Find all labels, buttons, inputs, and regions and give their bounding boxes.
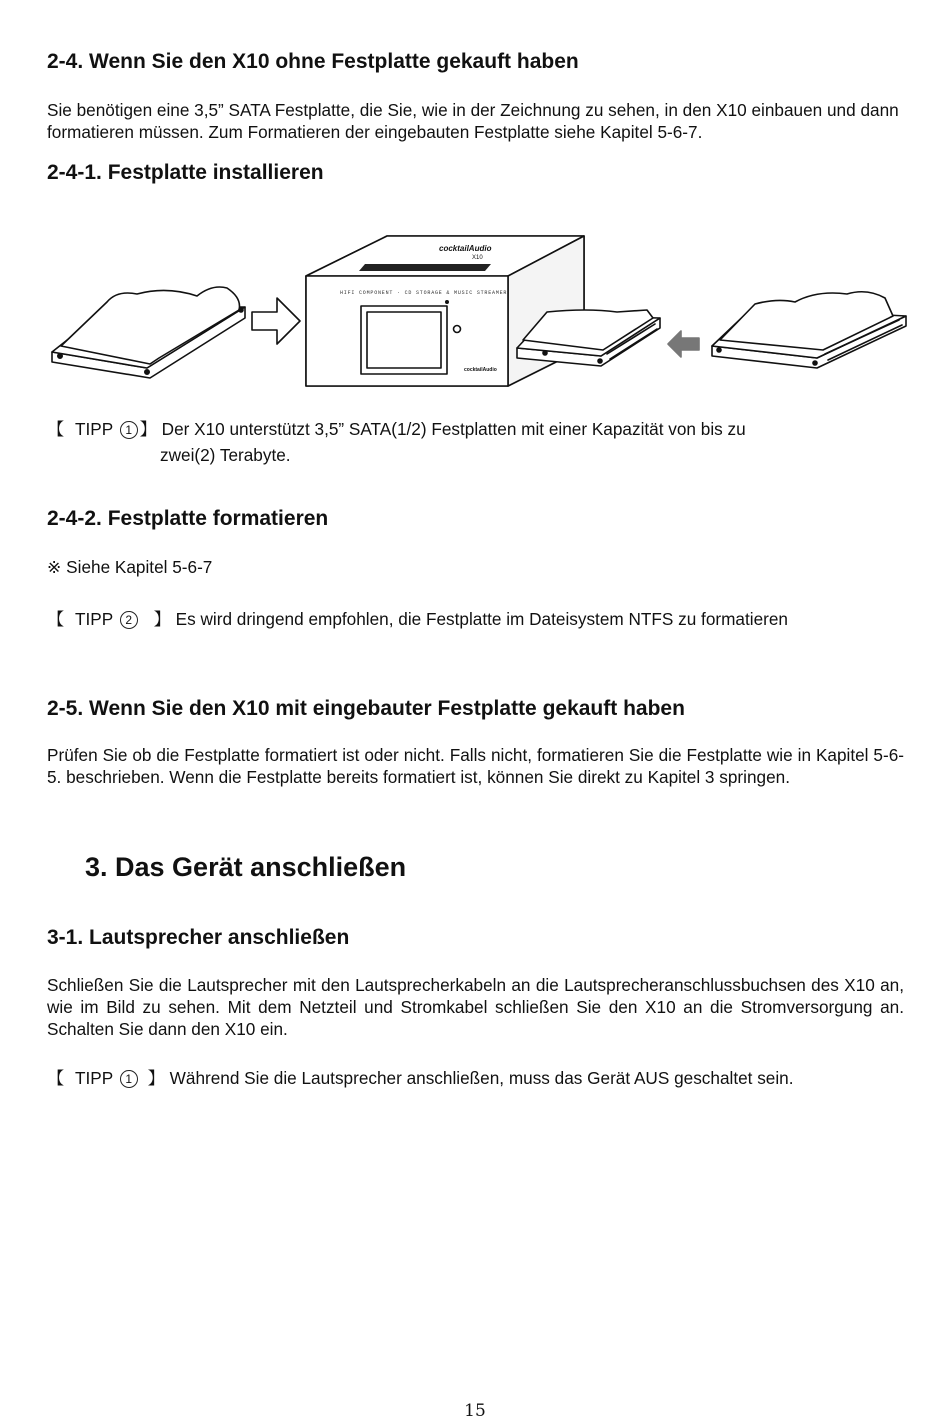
tip-number-badge: 1	[120, 421, 138, 439]
arrow-left-icon	[668, 331, 699, 357]
tip-1-power-off	[47, 1067, 794, 1089]
hdd-installation-illustration	[47, 228, 913, 390]
model-label: X10	[472, 255, 483, 261]
section-2-5-paragraph: Prüfen Sie ob die Festplatte formatiert ist oder nicht. Falls nicht, formatieren Sie die Festplatte wie in Kapitel 5-6-5. beschrieben. Wenn die Festplatte bereits formatiert ist, können Sie direkt zu Kapitel 3 springen.	[47, 745, 904, 787]
tip-bracket-open: 【	[47, 419, 65, 439]
tip-label: TIPP	[74, 609, 113, 629]
section-heading-3-1: 3-1. Lautsprecher anschließen	[47, 926, 350, 949]
section-heading-2-5: 2-5. Wenn Sie den X10 mit eingebauter Festplatte gekauft haben	[47, 697, 685, 720]
tip-bracket-close: 】	[139, 419, 157, 439]
tip-number-badge: 2	[120, 611, 138, 629]
tip-1-hdd-capacity	[47, 418, 746, 440]
tip-number-badge: 1	[120, 1070, 138, 1088]
tip-label: TIPP	[74, 1068, 113, 1088]
arrow-right-icon	[252, 298, 300, 344]
brand-logo-front: cocktailAudio	[464, 367, 497, 373]
hard-disk-left-drawing	[52, 287, 245, 378]
x10-device-drawing	[306, 236, 584, 386]
tip-text: Es wird dringend empfohlen, die Festplatte im Dateisystem NTFS zu formatieren	[175, 609, 788, 629]
section-2-4-paragraph: Sie benötigen eine 3,5” SATA Festplatte, die Sie, wie in der Zeichnung zu sehen, in den X10 einbauen und dann formatieren müssen. Zum Formatieren der eingebauten Festplatte siehe Kapitel 5-6-7.	[47, 100, 899, 142]
tip-bracket-close: 】	[153, 609, 171, 629]
chapter-heading-3: 3. Das Gerät anschließen	[85, 852, 407, 882]
section-3-1-paragraph: Schließen Sie die Lautsprecher mit den Lautsprecherkabeln an die Lautsprecheranschlussbuchsen des X10 an, wie im Bild zu sehen. Mit dem Netzteil und Stromkabel schließen Sie den X10 an die Stromversorgung an. Schalten Sie dann den X10 ein.	[47, 975, 904, 1039]
hard-disk-right-drawing	[712, 292, 906, 368]
front-panel-text: HIFI COMPONENT · CD STORAGE & MUSIC STREAMER	[340, 290, 508, 296]
section-heading-2-4-1: 2-4-1. Festplatte installieren	[47, 161, 324, 184]
tip-bracket-open: 【	[47, 609, 65, 629]
page-number: 15	[464, 1401, 486, 1421]
section-heading-2-4: 2-4. Wenn Sie den X10 ohne Festplatte gekauft haben	[47, 50, 579, 73]
tip-text-line-1: Der X10 unterstützt 3,5” SATA(1/2) Festplatten mit einer Kapazität von bis zu	[161, 419, 746, 439]
tip-text: Während Sie die Lautsprecher anschließen, muss das Gerät AUS geschaltet sein.	[169, 1068, 794, 1088]
tip-bracket-close: 】	[147, 1068, 165, 1088]
tip-text-line-2: zwei(2) Terabyte.	[160, 445, 291, 465]
see-chapter-note: ※ Siehe Kapitel 5-6-7	[47, 557, 213, 577]
tip-label: TIPP	[74, 419, 113, 439]
tip-bracket-open: 【	[47, 1068, 65, 1088]
section-heading-2-4-2: 2-4-2. Festplatte formatieren	[47, 507, 329, 530]
brand-logo-top: cocktailAudio	[439, 244, 492, 253]
tip-2-ntfs	[47, 608, 788, 630]
